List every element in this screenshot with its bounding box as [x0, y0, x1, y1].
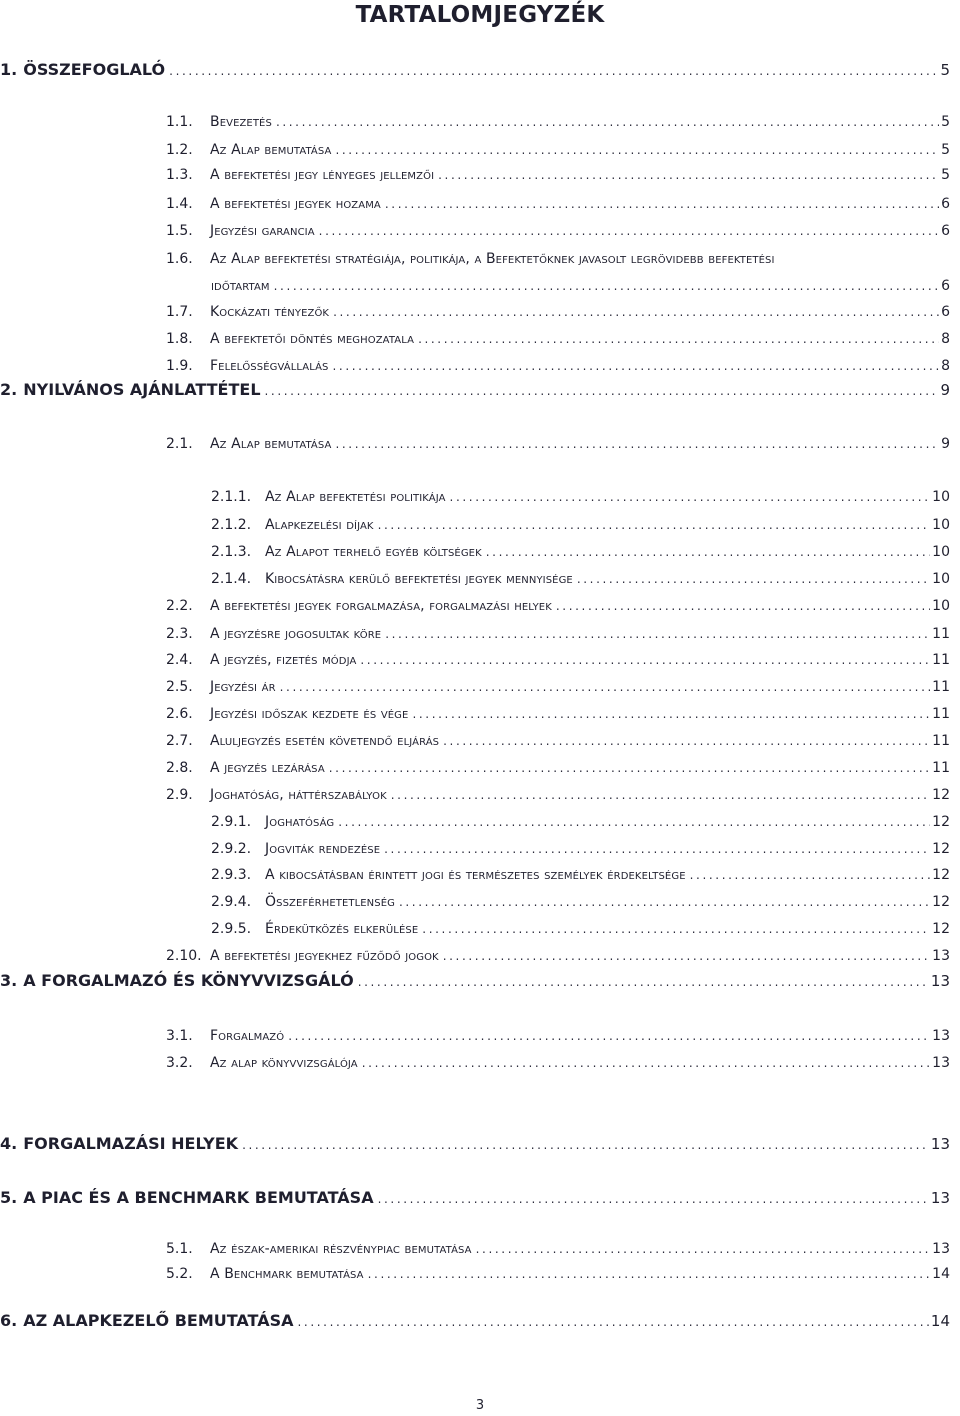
toc-entry[interactable] [211, 837, 950, 861]
toc-entry-title: Az alap könyvvizsgálója [210, 1055, 358, 1071]
toc-page-number: 5 [940, 61, 950, 79]
toc-entry-number: 1. [0, 60, 18, 79]
toc-entry[interactable] [166, 192, 950, 216]
toc-entry[interactable] [166, 1237, 950, 1261]
toc-entry-title: Jegyzési ár [210, 679, 276, 695]
toc-entry[interactable] [211, 485, 950, 509]
toc-entry-number: 5.2. [166, 1266, 193, 1282]
toc-section[interactable] [0, 1186, 950, 1210]
toc-entry[interactable] [211, 513, 950, 537]
toc-section[interactable] [0, 1132, 950, 1156]
toc-entry-number: 2.6. [166, 706, 193, 722]
toc-page-number: 9 [940, 381, 950, 399]
toc-entry-title: Kockázati tényezők [210, 304, 330, 320]
toc-page-number: 6 [941, 223, 950, 239]
toc-entry-title: Az Alap bemutatása [210, 436, 332, 452]
toc-entry-number: 3.2. [166, 1055, 193, 1071]
toc-entry-title: AZ ALAPKEZELŐ BEMUTATÁSA [23, 1311, 294, 1330]
dot-leader [378, 1187, 929, 1211]
toc-page-number: 13 [930, 1135, 950, 1153]
toc-entry[interactable] [166, 756, 950, 780]
toc-entry-number: 1.7. [166, 304, 193, 320]
toc-entry-number: 1.5. [166, 223, 193, 239]
toc-page-number: 11 [932, 706, 950, 722]
dot-leader [450, 485, 931, 509]
toc-page-number: 11 [932, 679, 950, 695]
toc-page-number: 12 [932, 894, 950, 910]
toc-entry-number: 2.9.1. [211, 814, 252, 830]
toc-entry-title: Forgalmazó [210, 1028, 285, 1044]
toc-page-number: 9 [941, 436, 950, 452]
toc-entry-number: 2.10. [166, 948, 202, 964]
toc-entry[interactable] [166, 675, 950, 699]
toc-entry[interactable] [211, 917, 950, 941]
toc-entry-number: 2.9.2. [211, 841, 252, 857]
dot-leader [333, 300, 939, 324]
toc-page-number: 12 [932, 867, 950, 883]
toc-entry-number: 1.2. [166, 142, 193, 158]
dot-leader [319, 219, 939, 243]
toc-entry-number: 5.1. [166, 1241, 193, 1257]
toc-page-number: 13 [932, 1028, 950, 1044]
toc-entry-number: 2.5. [166, 679, 193, 695]
dot-leader [298, 1310, 929, 1334]
toc-entry-title: A befektetési jegy lényeges jellemzői [210, 167, 435, 183]
dot-leader [274, 274, 939, 298]
toc-entry-number: 2.1.2. [211, 517, 252, 533]
dot-leader [476, 1237, 931, 1261]
toc-entry-title: A jegyzés, fizetés módja [210, 652, 357, 668]
toc-entry-title: Az észak-amerikai részvénypiac bemutatása [210, 1241, 472, 1257]
toc-entry-number: 6. [0, 1311, 18, 1330]
toc-entry-title: Joghatóság [265, 814, 335, 830]
toc-entry[interactable] [166, 1024, 950, 1048]
toc-entry-number: 4. [0, 1134, 18, 1153]
toc-entry-title: A jegyzés lezárása [210, 760, 325, 776]
toc-entry[interactable] [166, 163, 950, 187]
toc-section[interactable] [0, 378, 950, 402]
toc-page-number: 13 [930, 1189, 950, 1207]
toc-entry-number: 5. [0, 1188, 18, 1207]
toc-entry-title: Kibocsátásra kerülő befektetési jegyek mennyisége [265, 571, 573, 587]
toc-page-number: 12 [932, 841, 950, 857]
dot-leader [169, 59, 938, 83]
toc-entry[interactable] [166, 219, 950, 243]
toc-page-number: 11 [932, 652, 950, 668]
toc-page-number: 8 [941, 331, 950, 347]
toc-entry[interactable] [211, 810, 950, 834]
dot-leader [338, 810, 930, 834]
toc-entry[interactable] [166, 783, 950, 807]
toc-entry-number: 2.9.5. [211, 921, 252, 937]
toc-page-number: 13 [932, 948, 950, 964]
toc-entry-number: 2.9.3. [211, 867, 252, 883]
toc-entry-title: Jegyzési garancia [210, 223, 315, 239]
dot-leader [280, 675, 931, 699]
toc-page-number: 10 [932, 571, 950, 587]
toc-entry-title: Az Alapot terhelő egyéb költségek [265, 544, 482, 560]
toc-entry-number: 1.8. [166, 331, 193, 347]
toc-entry[interactable] [166, 944, 950, 968]
toc-entry[interactable] [166, 702, 950, 726]
toc-entry-title: FORGALMAZÁSI HELYEK [23, 1134, 239, 1153]
dot-leader [443, 944, 930, 968]
dot-leader [385, 622, 930, 646]
toc-page-number: 10 [932, 598, 950, 614]
toc-page-number: 14 [932, 1266, 950, 1282]
toc-entry-title: A FORGALMAZÓ ÉS KÖNYVVIZSGÁLÓ [23, 971, 354, 990]
toc-page-number: 5 [941, 114, 950, 130]
dot-leader [422, 917, 930, 941]
toc-entry-title: Érdekütközés elkerülése [265, 921, 419, 937]
toc-entry[interactable] [166, 327, 950, 351]
toc-entry[interactable] [166, 648, 950, 672]
dot-leader [438, 163, 939, 187]
toc-entry-title: A jegyzésre jogosultak köre [210, 626, 382, 642]
toc-page-number: 10 [932, 517, 950, 533]
dot-leader [399, 890, 930, 914]
toc-entry-number: 1.3. [166, 167, 193, 183]
toc-entry-number: 2.1.4. [211, 571, 252, 587]
toc-entry-title: Bevezetés [210, 114, 272, 130]
toc-entry-number: 1.1. [166, 114, 193, 130]
toc-entry-number: 2.9.4. [211, 894, 252, 910]
toc-entry[interactable] [211, 540, 950, 564]
dot-leader [333, 354, 940, 378]
toc-page-number: 10 [932, 544, 950, 560]
toc-entry[interactable] [166, 729, 950, 753]
toc-entry-title: Aluljegyzés esetén követendő eljárás [210, 733, 440, 749]
toc-entry-number: 2.1.1. [211, 489, 252, 505]
toc-section[interactable] [0, 969, 950, 993]
dot-leader [335, 138, 939, 162]
dot-leader [242, 1133, 929, 1157]
toc-entry-number: 3. [0, 971, 18, 990]
toc-entry-title: A Benchmark bemutatása [210, 1266, 364, 1282]
toc-section[interactable] [0, 58, 950, 82]
toc-page-number: 11 [932, 760, 950, 776]
toc-entry[interactable] [166, 300, 950, 324]
dot-leader [577, 567, 930, 591]
toc-entry-number: 2.2. [166, 598, 193, 614]
toc-page-number: 12 [932, 814, 950, 830]
toc-entry-number: 2.3. [166, 626, 193, 642]
toc-page-number: 13 [932, 1241, 950, 1257]
toc-entry-title: ÖSSZEFOGLALÓ [23, 60, 166, 79]
toc-entry-number: 1.6. [166, 251, 193, 267]
dot-leader [362, 1051, 930, 1075]
toc-entry-number: 2.7. [166, 733, 193, 749]
toc-entry-title: A befektetési jegyek forgalmazása, forgalmazási helyek [210, 598, 552, 614]
dot-leader [412, 702, 930, 726]
toc-entry[interactable] [166, 1051, 950, 1075]
toc-page-number: 10 [932, 489, 950, 505]
toc-page-number: 13 [932, 1055, 950, 1071]
toc-entry[interactable] [211, 274, 950, 298]
toc-page-number: 11 [932, 733, 950, 749]
toc-entry[interactable] [211, 567, 950, 591]
toc-entry-title: időtartam [211, 278, 270, 294]
dot-leader [358, 970, 929, 994]
toc-entry[interactable] [166, 432, 950, 456]
toc-entry-number: 2.9. [166, 787, 193, 803]
toc-entry-title: A befektetési jegyek hozama [210, 196, 381, 212]
toc-entry-title: Joghatóság, háttérszabályok [210, 787, 387, 803]
toc-page-number: 11 [932, 626, 950, 642]
toc-entry-number: 2.1. [166, 436, 193, 452]
toc-entry-title: A PIAC ÉS A BENCHMARK BEMUTATÁSA [23, 1188, 374, 1207]
toc-entry-number: 2.4. [166, 652, 193, 668]
toc-entry[interactable] [166, 110, 950, 134]
toc-page-number: 8 [941, 358, 950, 374]
dot-leader [486, 540, 930, 564]
dot-leader [690, 863, 931, 887]
dot-leader [556, 594, 930, 618]
toc-entry-title: Az Alap befektetési politikája [265, 489, 446, 505]
toc-page-number: 12 [932, 787, 950, 803]
dot-leader [378, 513, 931, 537]
toc-page-number: 5 [941, 167, 950, 183]
toc-entry-title: Összeférhetetlenség [265, 894, 395, 910]
toc-page-number: 6 [941, 278, 950, 294]
toc-entry[interactable] [211, 890, 950, 914]
toc-page-number: 14 [930, 1312, 950, 1330]
toc-page-number: 13 [930, 972, 950, 990]
toc-entry-title: Az Alap bemutatása [210, 142, 332, 158]
toc-entry-title: Jogviták rendezése [265, 841, 381, 857]
toc-entry[interactable] [166, 138, 950, 162]
toc-page-number: 6 [941, 304, 950, 320]
page-title: TARTALOMJEGYZÉK [355, 2, 605, 28]
toc-entry-number: 2.1.3. [211, 544, 252, 560]
toc-entry[interactable] [166, 1262, 950, 1286]
dot-leader [391, 783, 930, 807]
page-number: 3 [475, 1398, 485, 1413]
dot-leader [360, 648, 930, 672]
dot-leader [288, 1024, 930, 1048]
toc-entry[interactable] [166, 594, 950, 618]
dot-leader [368, 1262, 931, 1286]
toc-entry-title: Felelősségvállalás [210, 358, 329, 374]
toc-page-number: 6 [941, 196, 950, 212]
dot-leader [384, 837, 930, 861]
toc-entry-number: 2. [0, 380, 18, 399]
dot-leader [265, 379, 939, 403]
toc-entry-number: 3.1. [166, 1028, 193, 1044]
toc-entry-title: Az Alap befektetési stratégiája, politikája, a Befektetőknek javasolt legrövidebb befektetési [210, 251, 775, 267]
toc-entry[interactable] [166, 247, 775, 271]
toc-entry-title: Jegyzési időszak kezdete és vége [210, 706, 409, 722]
toc-section[interactable] [0, 1309, 950, 1333]
dot-leader [276, 110, 939, 134]
toc-page-number: 12 [932, 921, 950, 937]
toc-entry-number: 1.9. [166, 358, 193, 374]
toc-entry-number: 2.8. [166, 760, 193, 776]
toc-entry-title: A kibocsátásban érintett jogi és természetes személyek érdekeltsége [265, 867, 686, 883]
dot-leader [443, 729, 930, 753]
toc-entry[interactable] [166, 354, 950, 378]
toc-entry-title: A befektetési jegyekhez fűződő jogok [210, 948, 439, 964]
dot-leader [418, 327, 939, 351]
toc-entry-title: Alapkezelési díjak [265, 517, 374, 533]
toc-entry-title: A befektetői döntés meghozatala [210, 331, 415, 347]
toc-entry-number: 1.4. [166, 196, 193, 212]
dot-leader [385, 192, 939, 216]
toc-entry-title: NYILVÁNOS AJÁNLATTÉTEL [23, 380, 261, 399]
toc-entry[interactable] [166, 622, 950, 646]
toc-entry[interactable] [211, 863, 950, 887]
dot-leader [329, 756, 930, 780]
dot-leader [335, 432, 939, 456]
toc-page-number: 5 [941, 142, 950, 158]
